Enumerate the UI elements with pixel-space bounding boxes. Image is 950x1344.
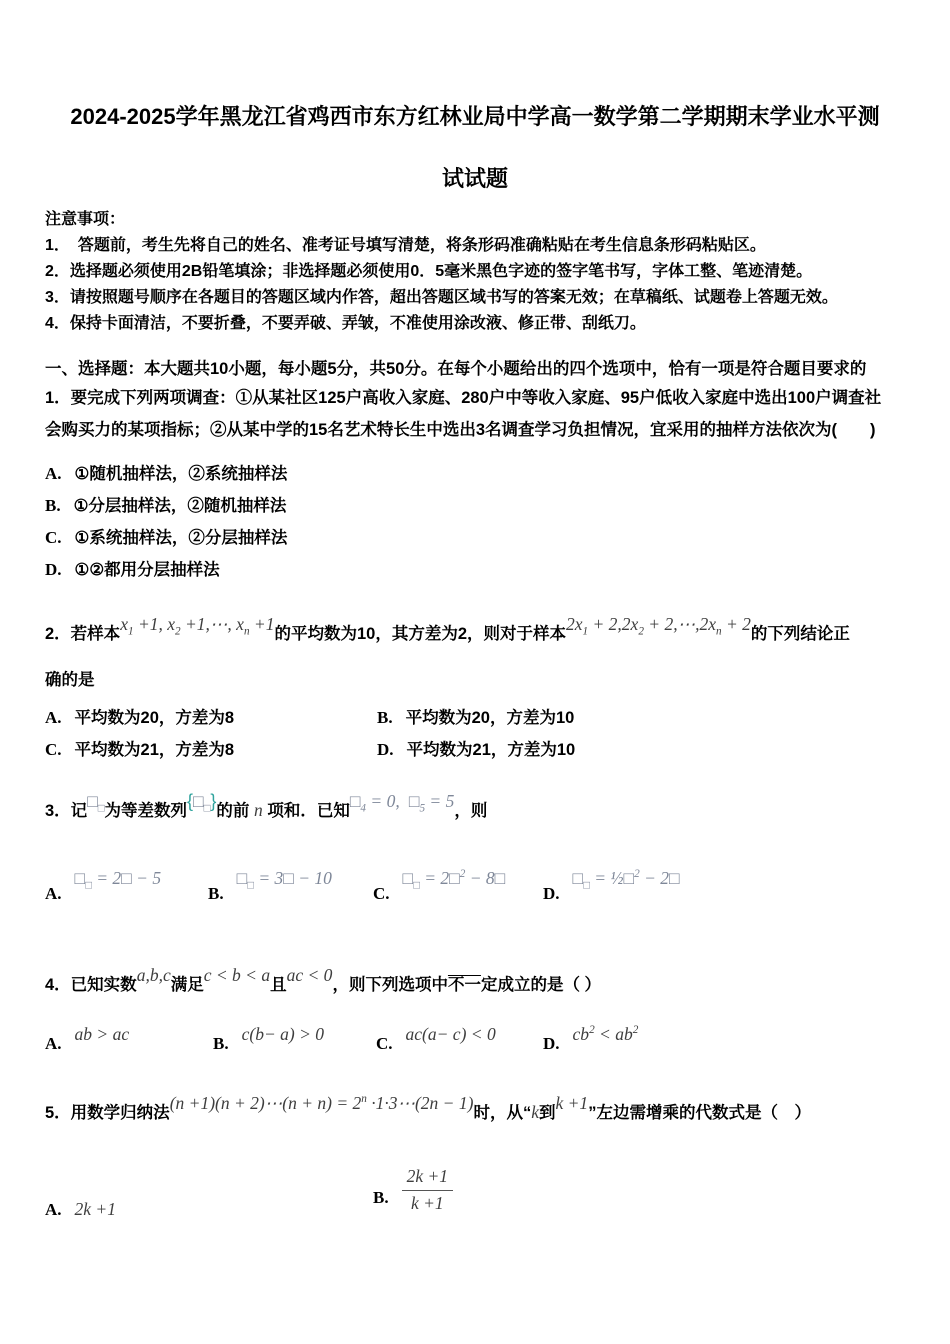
option-formula: 2k +1 bbox=[74, 1198, 116, 1219]
option-formula: ac(a− c) < 0 bbox=[405, 1024, 496, 1044]
option-fraction bbox=[402, 1166, 453, 1215]
q1-stem-line2: 会购买力的某项指标；②从某中学的15名艺术特长生中选出3名调查学习负担情况，宜采用的抽样方法依次为( ) bbox=[45, 421, 876, 439]
option-a bbox=[45, 705, 377, 731]
option-text: 平均数为21，方差为10 bbox=[406, 741, 576, 759]
option-label: B. bbox=[45, 496, 61, 515]
q5-text: 时，从“ bbox=[473, 1104, 532, 1122]
math-inequality-1: c < b < a bbox=[203, 965, 271, 985]
option-label: A. bbox=[45, 1199, 62, 1219]
option-text: ①系统抽样法，②分层抽样法 bbox=[74, 529, 288, 547]
option-d bbox=[543, 868, 905, 907]
q2-options bbox=[45, 705, 905, 763]
q4-options bbox=[45, 1024, 905, 1057]
option-text: ①②都用分层抽样法 bbox=[74, 561, 220, 579]
option-label: D. bbox=[543, 884, 560, 903]
q2-stem-cont: 确的是 bbox=[45, 671, 95, 689]
math-sample-1: $x_1 +1$, $x_2$ +1,⋯, $x_n +1$ bbox=[120, 614, 275, 638]
math-n: n bbox=[254, 800, 263, 820]
option-a bbox=[45, 1024, 213, 1057]
math-inequality-2: ac < 0 bbox=[286, 965, 333, 985]
fraction-numerator: 2k +1 bbox=[402, 1166, 453, 1191]
notice-item: 4．保持卡面清洁，不要折叠，不要弄破、弄皱，不准使用涂改液、修正带、刮纸刀。 bbox=[45, 315, 646, 332]
q4-emphasized-text: 不一 bbox=[447, 976, 481, 994]
notices-heading: 注意事项： bbox=[45, 211, 126, 228]
q2-text: 2．若样本 bbox=[45, 625, 121, 643]
option-d bbox=[45, 554, 905, 586]
q5-options bbox=[45, 1166, 905, 1223]
option-b bbox=[213, 1024, 376, 1057]
option-label: A. bbox=[45, 708, 62, 727]
option-formula: $□_□$ = 3□ − 10 bbox=[236, 868, 332, 892]
question-4 bbox=[45, 959, 905, 1057]
notice-item: 2．选择题必须使用2B铅笔填涂；非选择题必须使用0．5毫米黑色字迹的签字笔书写，字体工整、笔迹清楚。 bbox=[45, 263, 813, 280]
q3-text: ，则 bbox=[454, 802, 488, 820]
option-c bbox=[45, 737, 377, 763]
option-text: ①分层抽样法，②随机抽样法 bbox=[73, 497, 287, 515]
q3-options bbox=[45, 868, 905, 907]
q4-text: ，则下列选项中 bbox=[332, 976, 448, 994]
page-title-line2: 试试题 bbox=[441, 166, 508, 191]
question-5 bbox=[45, 1087, 905, 1223]
q4-text: 且 bbox=[270, 976, 287, 994]
math-k-plus-1: k +1 bbox=[555, 1093, 589, 1113]
question-2 bbox=[45, 608, 905, 763]
q4-stem bbox=[45, 959, 905, 1002]
q4-text: 4．已知实数 bbox=[45, 976, 137, 994]
option-label: A. bbox=[45, 1034, 62, 1053]
q3-text: 3．记 bbox=[45, 802, 88, 820]
option-b bbox=[377, 705, 905, 731]
option-c bbox=[45, 522, 905, 554]
option-c bbox=[376, 1024, 543, 1057]
option-label: C. bbox=[376, 1034, 393, 1053]
math-sample-2: $2x_1 + 2,2x_2$ + $2,\cdots,2x_n + 2$ bbox=[566, 614, 751, 638]
page-title-line1: 2024-2025学年黑龙江省鸡西市东方红林业局中学高一数学第二学期期末学业水平测 bbox=[70, 104, 880, 129]
math-sequence bbox=[187, 784, 216, 819]
option-formula: $□_□$ = 2□ − 5 bbox=[74, 868, 162, 892]
brace-open: { bbox=[187, 791, 194, 811]
option-label: B. bbox=[213, 1034, 229, 1053]
option-d bbox=[543, 1024, 905, 1057]
question-3 bbox=[45, 787, 905, 907]
option-label: D. bbox=[45, 560, 62, 579]
notices-block bbox=[45, 207, 905, 337]
math-induction-identity: (n +1)(n + 2)⋯(n + $n) = 2^n$ ·1·3⋯(2n − 1) bbox=[169, 1093, 474, 1113]
option-text: 平均数为20，方差为10 bbox=[405, 709, 575, 727]
q5-text: ”左边需增乘的代数式是（ ） bbox=[588, 1104, 811, 1122]
option-d bbox=[377, 737, 905, 763]
q5-text: 5．用数学归纳法 bbox=[45, 1104, 170, 1122]
option-label: A. bbox=[45, 464, 62, 483]
q3-stem bbox=[45, 787, 905, 828]
option-b bbox=[208, 868, 373, 907]
option-label: B. bbox=[208, 884, 224, 903]
option-text: ①随机抽样法，②系统抽样法 bbox=[74, 465, 288, 483]
math-placeholder-an: $□_□$ bbox=[193, 791, 211, 815]
option-label: D. bbox=[543, 1034, 560, 1053]
notice-item: 1． 答题前，考生先将自己的姓名、准考证号填写清楚，将条形码准确粘贴在考生信息条形码粘贴区。 bbox=[45, 237, 766, 254]
option-a bbox=[45, 868, 208, 907]
brace-close: } bbox=[210, 791, 217, 811]
option-label: A. bbox=[45, 884, 62, 903]
q2-stem bbox=[45, 608, 905, 651]
q1-options bbox=[45, 458, 905, 586]
math-condition-2: $□_5 = 5$ bbox=[408, 791, 455, 815]
option-a bbox=[45, 458, 905, 490]
option-label: B. bbox=[373, 1187, 389, 1207]
q4-text: 满足 bbox=[170, 976, 204, 994]
option-text: 平均数为20，方差为8 bbox=[74, 709, 235, 727]
q3-text: 为等差数列 bbox=[104, 802, 188, 820]
option-label: C. bbox=[373, 884, 390, 903]
fraction-denominator: k +1 bbox=[410, 1192, 444, 1213]
option-b bbox=[45, 490, 905, 522]
q2-text: 的平均数为10，其方差为2，则对于样本 bbox=[274, 625, 566, 643]
option-formula: c(b− a) > 0 bbox=[241, 1024, 325, 1044]
option-formula: $□_□$ = 2□$^2$ − 8□ bbox=[402, 868, 506, 892]
notice-item: 3．请按照题号顺序在各题目的答题区域内作答，超出答题区域书写的答案无效；在草稿纸、试题卷上答题无效。 bbox=[45, 289, 838, 306]
option-a bbox=[45, 1196, 373, 1223]
q2-text: 的下列结论正 bbox=[750, 625, 850, 643]
option-label: B. bbox=[377, 708, 393, 727]
option-formula: ab > ac bbox=[74, 1024, 130, 1044]
option-label: D. bbox=[377, 740, 394, 759]
math-placeholder-sn: $□_□$ bbox=[87, 791, 105, 815]
option-c bbox=[373, 868, 543, 907]
q5-stem bbox=[45, 1087, 905, 1130]
q3-text: 项和．已知 bbox=[267, 802, 350, 820]
q4-text: 定成立的是（ ） bbox=[480, 976, 602, 994]
option-formula: $□_□$ = ½□$^2$ − 2□ bbox=[572, 868, 680, 892]
section-heading: 一、选择题：本大题共10小题，每小题5分，共50分。在每个小题给出的四个选项中，恰有一项是符合题目要求的 bbox=[45, 360, 867, 378]
option-text: 平均数为21，方差为8 bbox=[74, 741, 235, 759]
q1-stem-line1: 1．要完成下列两项调查：①从某社区125户高收入家庭、280户中等收入家庭、95户低收入家庭中选出100户调查社 bbox=[45, 389, 882, 407]
option-b bbox=[373, 1166, 905, 1223]
question-1 bbox=[45, 382, 905, 586]
option-label: C. bbox=[45, 528, 62, 547]
math-condition-1: $□_4 = 0$, bbox=[349, 791, 400, 815]
option-formula: $cb^2 < ab^2$ bbox=[572, 1024, 639, 1044]
q5-text: 到 bbox=[538, 1104, 556, 1122]
math-abc: a,b,c bbox=[136, 965, 171, 985]
math-k: k bbox=[531, 1102, 539, 1122]
q3-text: 的前 bbox=[216, 802, 250, 820]
option-label: C. bbox=[45, 740, 62, 759]
